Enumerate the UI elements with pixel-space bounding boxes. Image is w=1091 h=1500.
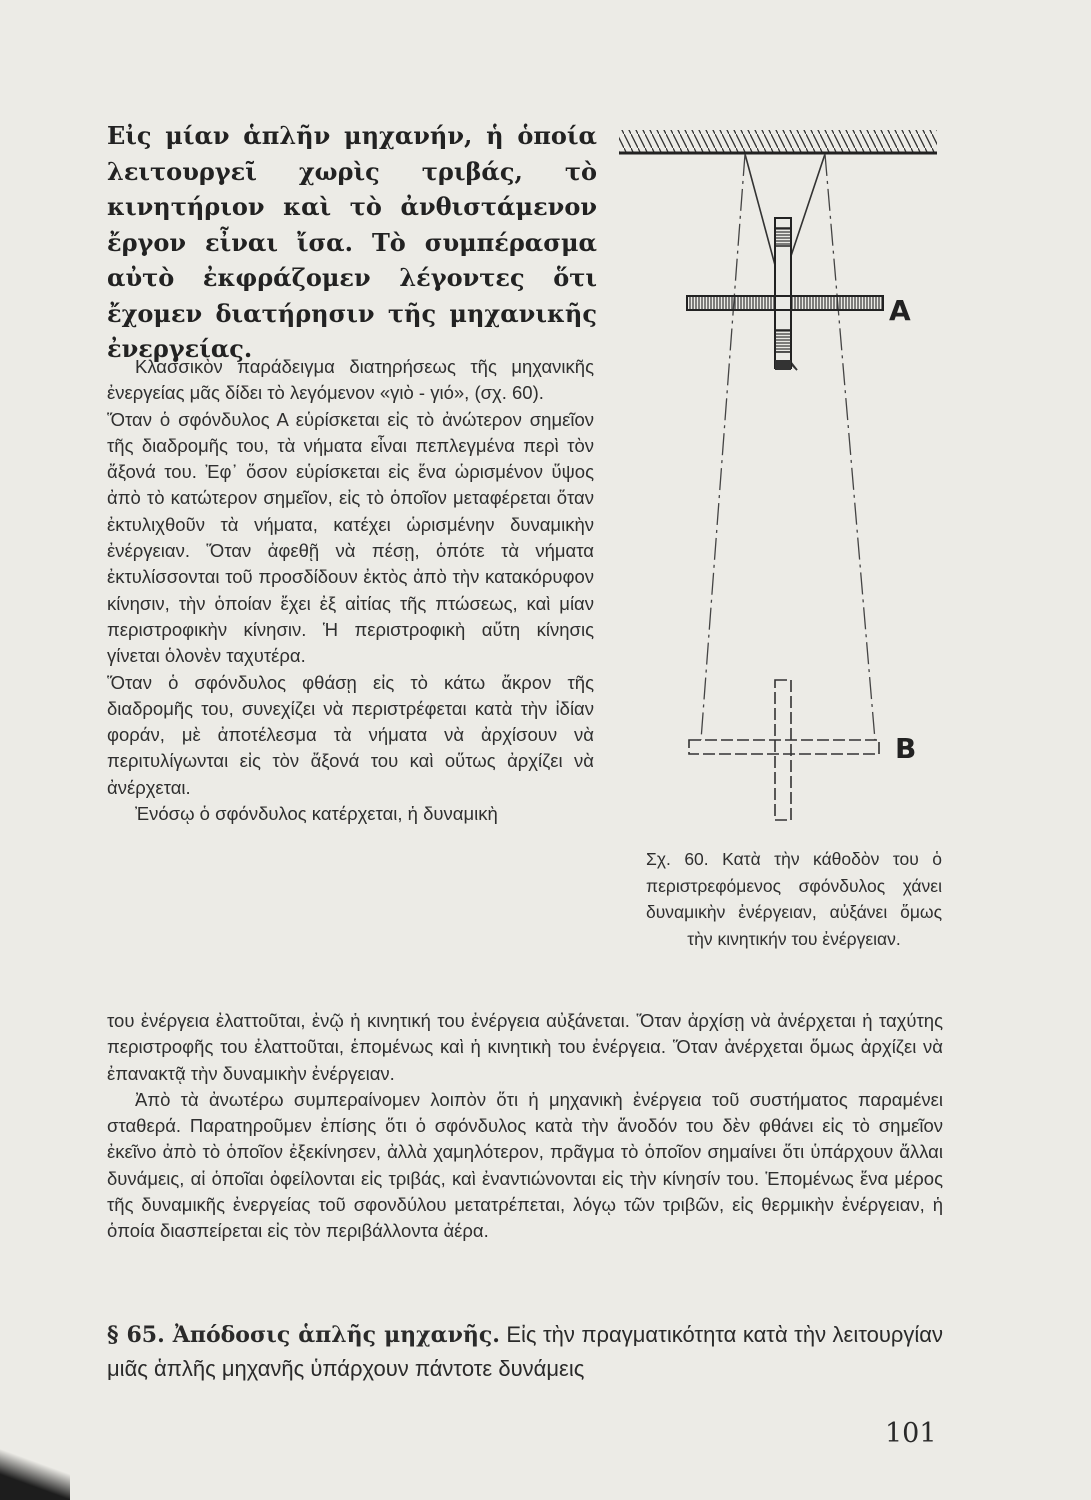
spool-b xyxy=(689,680,879,820)
bold-statement: Εἰς μίαν ἁπλῆν μηχανήν, ἡ ὁποία λειτουργεῖ χωρὶς τριβάς, τὸ κινητήριον καὶ τὸ ἀνθιστάμενον ἔργον εἶναι ἴσα. Τὸ συμπέρασμα αὐτὸ ἐκφράζομεν λέγοντες ὅτι ἔχομεν διατήρησιν τῆς μηχανικῆς ἐνεργείας. xyxy=(107,121,597,363)
section-heading: § 65. Ἀπόδοσις ἁπλῆς μηχανῆς. xyxy=(107,1322,500,1348)
page-number: 101 xyxy=(885,1418,937,1449)
yoyo-figure xyxy=(617,120,947,840)
section-65 xyxy=(107,1318,943,1386)
paragraph-conclusion: Ἀπὸ τὰ ἀνωτέρω συμπεραίνομεν λοιπὸν ὅτι ἡ μηχανικὴ ἐνέργεια τοῦ συστήματος παραμένει σταθερά. Παρατηροῦμεν ἐπίσης ὅτι ὁ σφόνδυλος κατὰ τὴν ἄνοδόν του δὲν φθάνει εἰς τὸ σημεῖον ἐκεῖνο ἀπὸ τὸ ὁποῖον ἐξεκίνησεν, ἀλλὰ χαμηλότερον, πρᾶγμα τὸ ὁποῖον σημαίνει ὅτι ὑπάρχουν ἄλλαι δυνάμεις, αἱ ὁποῖαι ὀφείλονται εἰς τριβάς, καὶ ἐναντιώνονται εἰς τὴν κίνησίν του. Ἑπομένως ἕνα μέρος τῆς δυναμικῆς ἐνεργείας τοῦ σφονδύλου μετατρέπεται, λόγῳ τῶν τριβῶν, εἰς θερμικὴν ἐνέργειαν, ἡ ὁποία διασπείρεται εἰς τὸν περιβάλλοντα ἀέρα. xyxy=(107,1088,943,1242)
text-column xyxy=(107,354,594,827)
paragraph-yoyo-intro: Κλασσικὸν παράδειγμα διατηρήσεως τῆς μηχανικῆς ἐνεργείας μᾶς δίδει τὸ λεγόμενον «γιὸ - γιό», (σχ. 60). xyxy=(107,356,594,404)
figure-caption: Σχ. 60. Κατὰ τὴν κάθοδὸν του ὁ περιστρεφόμενος σφόνδυλος χάνει δυναμικὴν ἐνέργειαν, αὐξάνει ὅμως τὴν κινητικήν του ἐνέργειαν. xyxy=(646,849,942,949)
spool-a xyxy=(687,218,883,370)
page-edge-shadow xyxy=(0,1440,70,1500)
label-a: A xyxy=(889,294,911,327)
section-text: Εἰς τὴν πραγματικότητα κατὰ τὴν λειτουργίαν μιᾶς ἁπλῆς μηχανῆς ὑπάρχουν πάντοτε δυνάμεις xyxy=(107,1322,943,1381)
paragraph-yoyo-descent: Ὅταν ὁ σφόνδυλος Α εὑρίσκεται εἰς τὸ ἀνώτερον σημεῖον τῆς διαδρομῆς του, τὰ νήματα εἶναι πεπλεγμένα περὶ τὸν ἄξονά του. Ἐφ᾽ ὅσον εὑρίσκεται εἰς ἕνα ὡρισμένον ὕψος ἀπὸ τὸ κατώτερον σημεῖον, εἰς τὸ ὁποῖον μεταφέρεται ὅταν ἐκτυλιχθοῦν τὰ νήματα, κατέχει ὡρισμένην δυναμικὴν ἐνέργειαν. Ὅταν ἀφεθῇ νὰ πέσῃ, ὁπότε τὰ νήματα ἐκτυλίσσονται τοῦ προσδίδουν ἐκτὸς ἀπὸ τὴν κατακόρυφον κίνησιν, τὴν ὁποίαν ἔχει ἐξ αἰτίας τῆς πτώσεως, καὶ μίαν περιστροφικὴν κίνησιν. Ἡ περιστροφικὴ αὕτη κίνησις γίνεται ὁλονὲν ταχυτέρα. xyxy=(107,408,594,667)
paragraph-yoyo-ascent: Ὅταν ὁ σφόνδυλος φθάσῃ εἰς τὸ κάτω ἄκρον τῆς διαδρομῆς του, συνεχίζει νὰ περιστρέφεται κατὰ τὴν ἰδίαν φοράν, μὲ ἀποτέλεσμα τὰ νήματα νὰ ἀρχίσουν νὰ περιτυλίγωνται εἰς τὸν ἄξονά του καὶ οὕτως ἀρχίζει νὰ ἀνέρχεται. xyxy=(107,671,594,798)
full-width-text xyxy=(107,1008,943,1245)
paragraph-energy-continued: του ἐνέργεια ἐλαττοῦται, ἐνῷ ἡ κινητική του ἐνέργεια αὐξάνεται. Ὅταν ἀρχίσῃ νὰ ἀνέρχεται ἡ ταχύτης περιστροφῆς του ἐλαττοῦται, ἑπομένως καὶ ἡ κινητικὴ του ἐνέργεια. Ὅταν ἀνέρχεται ὅμως ἀρχίζει νὰ ἐπανακτᾷ τὴν δυναμικὴν ἐνέργειαν. xyxy=(107,1010,943,1084)
ceiling xyxy=(619,130,937,153)
paragraph-energy-start: Ἐνόσῳ ὁ σφόνδυλος κατέρχεται, ἡ δυναμικὴ xyxy=(135,803,498,825)
label-b: B xyxy=(895,732,917,765)
